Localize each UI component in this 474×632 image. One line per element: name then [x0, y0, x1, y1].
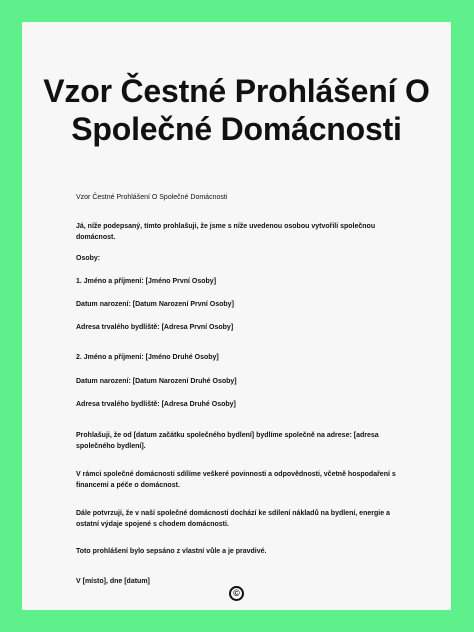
person1-address: Adresa trvalého bydliště: [Adresa První Osoby]: [76, 324, 234, 331]
person2-name: 2. Jméno a příjmení: [Jméno Druhé Osoby]: [76, 354, 219, 361]
costs-paragraph: Dále potvrzuji, že v naší společné domácnosti dochází ke sdílení nákladů na bydlení, energie a ostatní výdaje spojené s chodem domácnosti.: [76, 510, 390, 528]
persons-label: Osoby:: [76, 255, 101, 262]
person1-birth: Datum narození: [Datum Narození První Osoby]: [76, 301, 234, 308]
document-page: [22, 22, 451, 610]
declaration-paragraph: Prohlašuji, že od [datum začátku společného bydlení] bydlíme společně na adrese: [adresa společného bydlení].: [76, 432, 379, 450]
intro-paragraph: Já, níže podepsaný, tímto prohlašuji, že jsme s níže uvedenou osobou vytvořili společnou domácnost.: [76, 223, 376, 241]
person2-birth: Datum narození: [Datum Narození Druhé Osoby]: [76, 378, 237, 385]
document-title: Vzor Čestné Prohlášení O Společné Domácnosti: [43, 73, 430, 147]
person1-name: 1. Jméno a příjmení: [Jméno První Osoby]: [76, 278, 217, 285]
document-subtitle: Vzor Čestné Prohlášení O Společné Domácnosti: [76, 194, 228, 201]
copyright-icon: ©: [229, 586, 244, 601]
duties-paragraph: V rámci společné domácnosti sdílíme veškeré povinnosti a odpovědnosti, včetně hospodaření s financemi a péče o domácnost.: [76, 471, 396, 489]
person2-address: Adresa trvalého bydliště: [Adresa Druhé Osoby]: [76, 401, 236, 408]
place-date-line: V [místo], dne [datum]: [76, 578, 150, 585]
free-will-statement: Toto prohlášení bylo sepsáno z vlastní vůle a je pravdivé.: [76, 548, 267, 555]
